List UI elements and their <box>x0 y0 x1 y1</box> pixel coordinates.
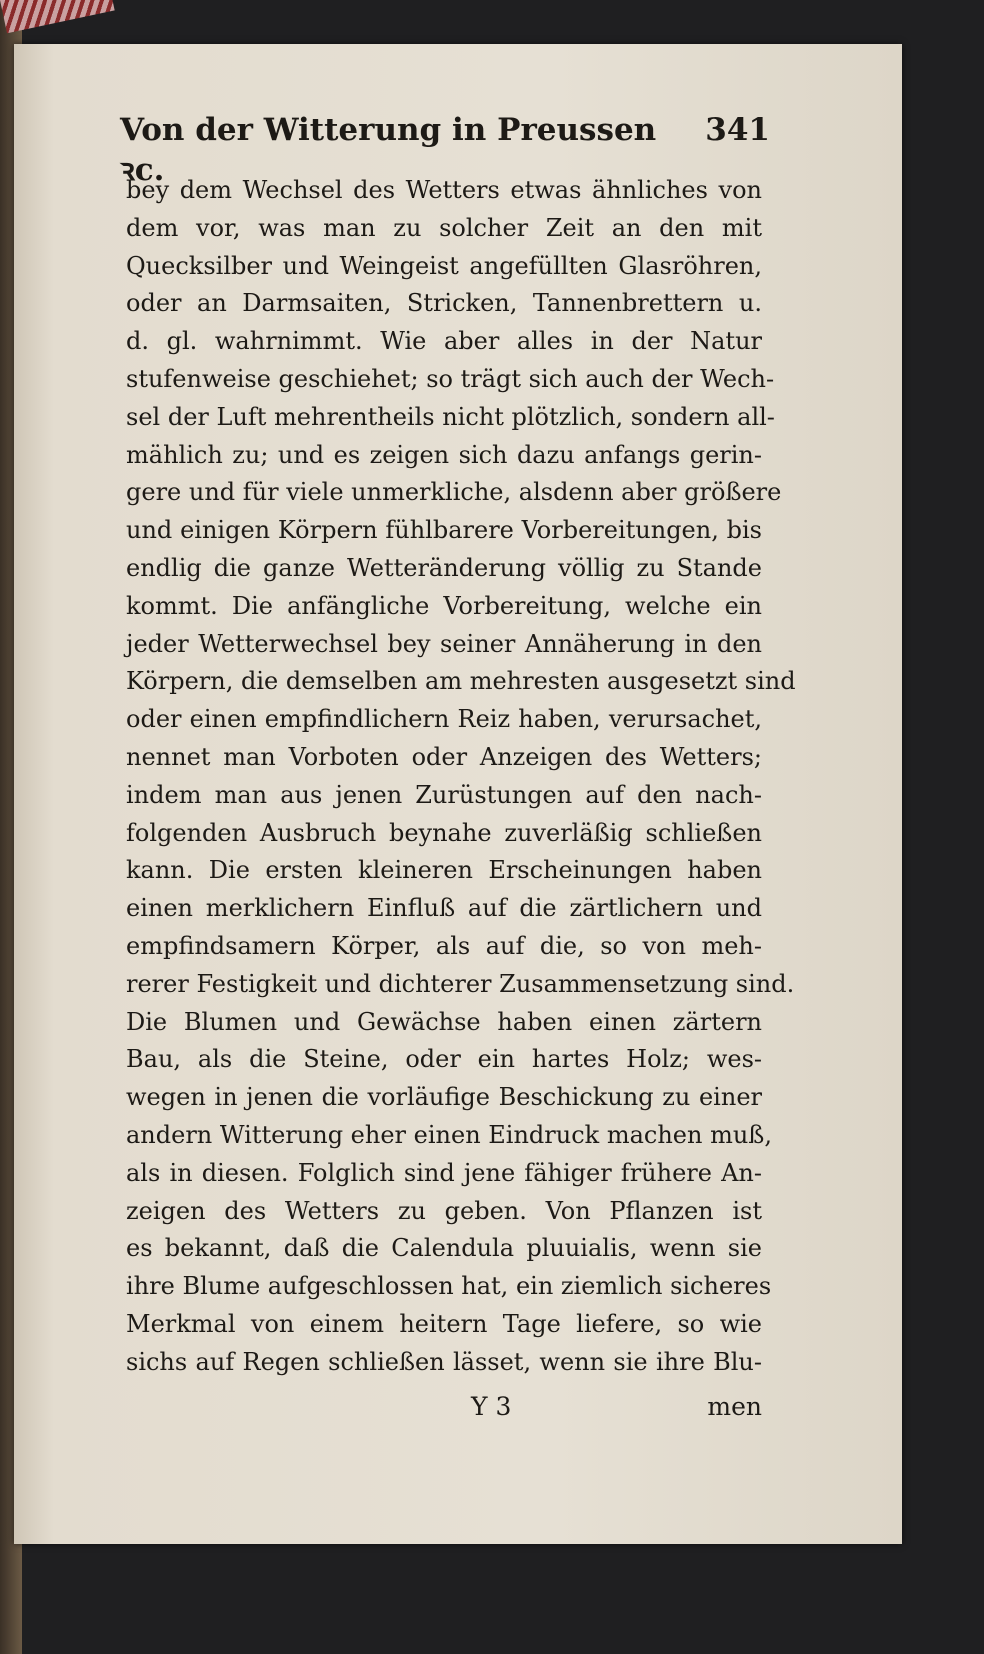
text-line: Quecksilber und Weingeist angefüllten Glasröhren, <box>126 251 762 280</box>
text-line: Bau, als die Steine, oder ein hartes Holz; wes- <box>126 1045 762 1074</box>
text-line: es bekannt, daß die Calendula pluuialis, wenn sie <box>126 1234 762 1263</box>
text-line: endlig die ganze Wetteränderung völlig zu Stande <box>126 553 762 582</box>
running-title: Von der Witterung in Preussen ꝛc. <box>120 112 657 188</box>
page-number: 341 <box>705 112 770 148</box>
text-line: kann. Die ersten kleineren Erscheinungen haben <box>126 856 762 885</box>
signature-mark: Y 3 <box>471 1392 512 1421</box>
text-line: zeigen des Wetters zu geben. Von Pflanzen ist <box>126 1196 762 1225</box>
text-line: und einigen Körpern fühlbarere Vorbereitungen, bis <box>126 516 762 545</box>
page-footer <box>126 1392 762 1432</box>
text-line: gere und für viele unmerkliche, alsdenn aber größere <box>126 478 782 507</box>
text-line: bey dem Wechsel des Wetters etwas ähnliches von <box>126 176 762 204</box>
text-line: andern Witterung eher einen Eindruck machen muß, <box>126 1120 772 1149</box>
running-header <box>120 112 770 188</box>
text-line: oder einen empfindlichern Reiz haben, verursachet, <box>126 705 762 734</box>
text-line: Körpern, die demselben am mehresten ausgesetzt sind <box>126 667 796 696</box>
text-line: stufenweise geschiehet; so trägt sich auch der Wech- <box>126 364 775 393</box>
catchword: men <box>707 1392 762 1421</box>
text-line: rerer Festigkeit und dichterer Zusammensetzung sind. <box>126 969 795 998</box>
text-line: nennet man Vorboten oder Anzeigen des Wetters; <box>126 742 762 771</box>
text-line: indem man aus jenen Zurüstungen auf den nach- <box>126 780 762 809</box>
text-line: sel der Luft mehrentheils nicht plötzlich, sondern all- <box>126 402 775 431</box>
text-line: als in diesen. Folglich sind jene fähiger frühere An- <box>126 1158 762 1187</box>
text-line: ihre Blume aufgeschlossen hat, ein ziemlich sicheres <box>126 1272 772 1301</box>
body-text <box>126 172 796 1382</box>
text-line: dem vor, was man zu solcher Zeit an den mit <box>126 213 762 242</box>
text-line: wegen in jenen die vorläufige Beschickung zu einer <box>126 1083 762 1112</box>
text-line: Die Blumen und Gewächse haben einen zärtern <box>126 1007 762 1036</box>
text-line: mählich zu; und es zeigen sich dazu anfangs gerin- <box>126 440 762 469</box>
text-line: kommt. Die anfängliche Vorbereitung, welche ein <box>126 591 762 620</box>
text-line: Merkmal von einem heitern Tage liefere, so wie <box>126 1309 762 1338</box>
text-line: jeder Wetterwechsel bey seiner Annäherung in den <box>126 629 762 658</box>
text-line: folgenden Ausbruch beynahe zuverläßig schließen <box>126 818 762 847</box>
text-line: oder an Darmsaiten, Stricken, Tannenbrettern u. <box>126 289 762 318</box>
text-line: sichs auf Regen schließen lässet, wenn sie ihre Blu- <box>126 1347 762 1376</box>
text-line: empfindsamern Körper, als auf die, so von meh- <box>126 931 762 960</box>
text-line: d. gl. wahrnimmt. Wie aber alles in der Natur <box>126 327 762 356</box>
bookmark-ribbon <box>0 0 115 33</box>
text-line: einen merklichern Einfluß auf die zärtlichern und <box>126 894 762 923</box>
